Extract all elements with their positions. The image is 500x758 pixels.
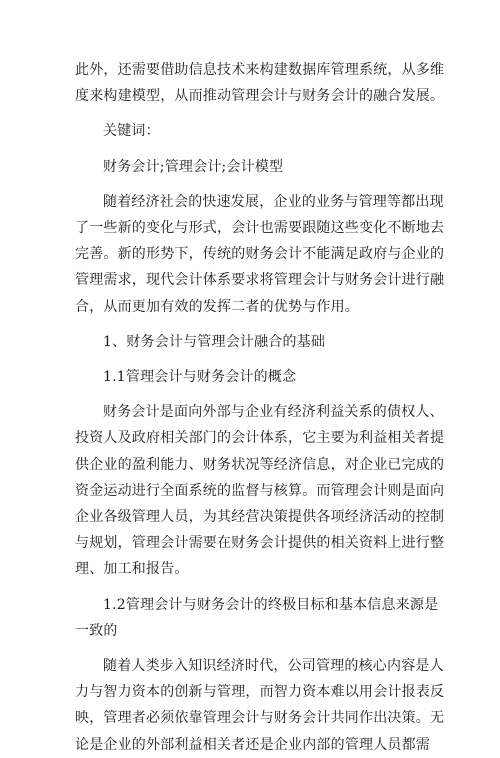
text-line: 力与智力资本的创新与管理，而智力资本难以用会计报表反 <box>75 684 445 701</box>
text-line: 1、财务会计与管理会计融合的基础 <box>103 333 326 350</box>
text-line: 一致的 <box>75 622 118 639</box>
paragraph-keywords-label <box>75 118 430 144</box>
text-line: 1.1管理会计与财务会计的概念 <box>103 369 297 386</box>
paragraph-body-2 <box>75 399 445 582</box>
text-line: 完善。新的形势下，传统的财务会计不能满足政府与企业的 <box>75 246 445 263</box>
text-line: 与规划，管理会计需要在财务会计提供的相关资料上进行整 <box>75 535 445 552</box>
paragraph-keywords <box>75 154 430 180</box>
paragraph-body-1 <box>75 189 445 320</box>
text-line: 度来构建模型，从而推动管理会计与财务会计的融合发展。 <box>75 88 445 105</box>
paragraph-heading-1-1 <box>75 364 430 390</box>
text-line: 财务会计是面向外部与企业有经济利益关系的债权人、 <box>103 404 444 421</box>
text-line: 了一些新的变化与形式，会计也需要跟随这些变化不断地去 <box>75 220 445 237</box>
text-line: 企业各级管理人员，为其经营决策提供各项经济活动的控制 <box>75 509 445 526</box>
text-line: 随着人类步入知识经济时代，公司管理的核心内容是人 <box>103 658 444 675</box>
paragraph-heading-1 <box>75 329 430 355</box>
paragraph-body-3 <box>75 653 445 758</box>
text-line: 映，管理者必须依靠管理会计与财务会计共同作出决策。无 <box>75 710 445 727</box>
text-line: 理、加工和报告。 <box>75 561 189 578</box>
text-line: 此外，还需要借助信息技术来构建数据库管理系统，从多维 <box>75 62 445 78</box>
text-line: 财务会计;管理会计;会计模型 <box>103 158 284 175</box>
text-line: 供企业的盈利能力、财务状况等经济信息，对企业已完成的 <box>75 456 445 473</box>
text-line: 投资人及政府相关部门的会计体系，它主要为利益相关者提 <box>75 430 445 447</box>
text-line: 关键词： <box>103 123 160 140</box>
text-line: 资金运动进行全面系统的监督与核算。而管理会计则是面向 <box>75 482 445 499</box>
text-line: 管理需求，现代会计体系要求将管理会计与财务会计进行融 <box>75 272 445 289</box>
text-line: 论是企业的外部利益相关者还是企业内部的管理人员都需 <box>75 736 430 753</box>
paragraph-heading-1-2 <box>75 592 439 644</box>
text-line: 合，从而更加有效的发挥二者的优势与作用。 <box>75 298 359 315</box>
text-line: 随着经济社会的快速发展，企业的业务与管理等都出现 <box>103 193 444 210</box>
paragraph-intro-cont <box>75 57 445 109</box>
text-line: 1.2管理会计与财务会计的终极目标和基本信息来源是 <box>103 596 439 613</box>
